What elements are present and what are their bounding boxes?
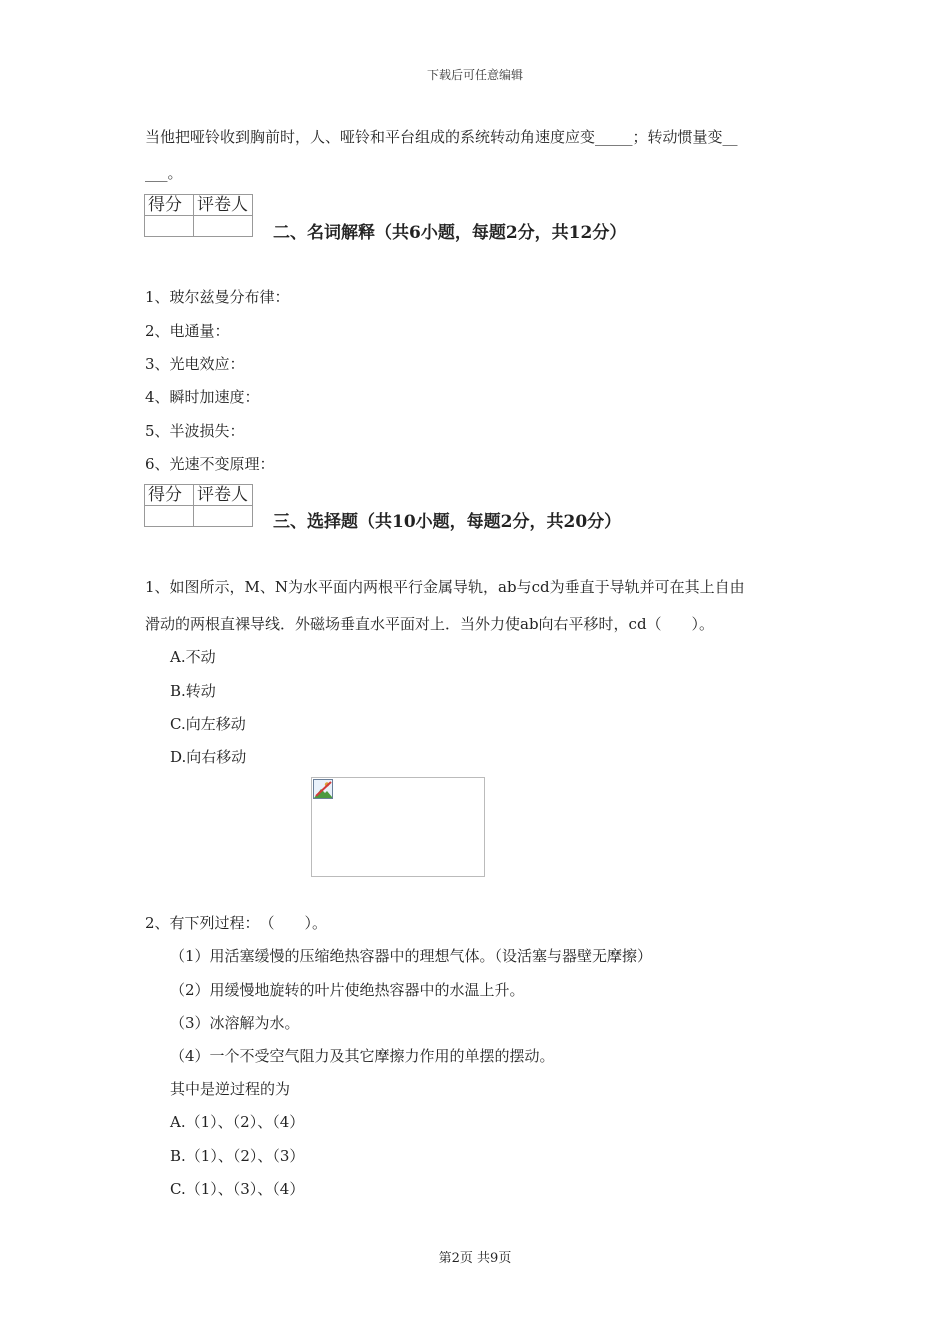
option-a: A.（1）、（2）、（4） — [170, 1113, 305, 1131]
term-item: 4、瞬时加速度： — [145, 388, 260, 406]
score-label: 得分 — [145, 195, 194, 216]
figure-placeholder — [311, 777, 485, 877]
grader-cell — [194, 506, 253, 527]
section-3-title: 三、选择题（共10小题，每题2分，共20分） — [273, 512, 622, 532]
grader-cell — [194, 216, 253, 237]
page-header: 下载后可任意编辑 — [426, 68, 523, 82]
score-cell — [145, 216, 194, 237]
intro-line-2: ___。 — [145, 164, 183, 182]
section-2-title: 二、名词解释（共6小题，每题2分，共12分） — [273, 223, 627, 243]
term-item: 5、半波损失： — [145, 422, 245, 440]
option-c: C.（1）、（3）、（4） — [170, 1180, 305, 1198]
broken-image-icon — [313, 779, 333, 799]
grader-label: 评卷人 — [194, 195, 253, 216]
term-item: 1、玻尔兹曼分布律： — [145, 288, 290, 306]
question-1-line-1: 1、如图所示，M、N为水平面内两根平行金属导轨，ab与cd为垂直于导轨并可在其上自由 — [145, 578, 745, 596]
option-c: C.向左移动 — [170, 715, 246, 733]
term-item: 6、光速不变原理： — [145, 455, 275, 473]
process-item: （2）用缓慢地旋转的叶片使绝热容器中的水温上升。 — [170, 981, 525, 999]
option-b: B.转动 — [170, 682, 216, 700]
process-item: （1）用活塞缓慢的压缩绝热容器中的理想气体。（设活塞与器壁无摩擦） — [170, 947, 653, 965]
process-item: （3）冰溶解为水。 — [170, 1014, 300, 1032]
option-b: B.（1）、（2）、（3） — [170, 1147, 305, 1165]
grader-label: 评卷人 — [194, 485, 253, 506]
intro-line-1: 当他把哑铃收到胸前时，人、哑铃和平台组成的系统转动角速度应变_____；转动惯量变__ — [145, 128, 738, 146]
score-label: 得分 — [145, 485, 194, 506]
score-cell — [145, 506, 194, 527]
question-1-line-2: 滑动的两根直裸导线．外磁场垂直水平面对上．当外力使ab向右平移时，cd（ ）。 — [145, 615, 715, 633]
option-d: D.向右移动 — [170, 748, 247, 766]
process-item: （4）一个不受空气阻力及其它摩擦力作用的单摆的摆动。 — [170, 1047, 555, 1065]
score-table — [144, 194, 253, 237]
question-2-prompt: 其中是逆过程的为 — [170, 1080, 291, 1098]
page-footer: 第2页 共9页 — [438, 1251, 512, 1266]
term-item: 2、电通量： — [145, 322, 230, 340]
term-item: 3、光电效应： — [145, 355, 245, 373]
option-a: A.不动 — [170, 648, 216, 666]
question-2-stem: 2、有下列过程： （ ）。 — [145, 914, 328, 932]
score-table — [144, 484, 253, 527]
